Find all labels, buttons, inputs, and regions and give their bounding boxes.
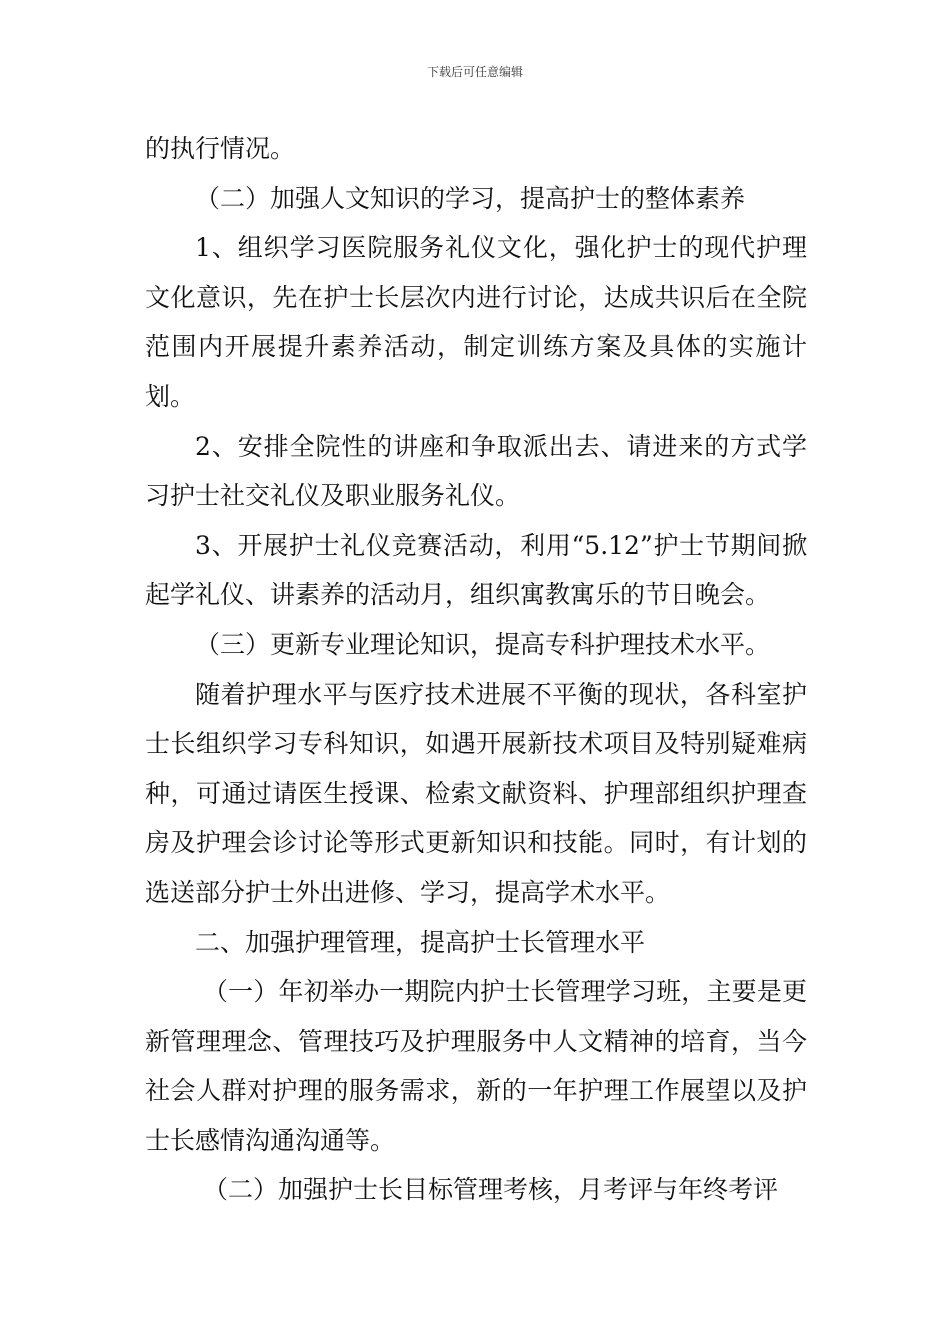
list-item-2: 2、安排全院性的讲座和争取派出去、请进来的方式学习护士社交礼仪及职业服务礼仪。 <box>145 431 807 511</box>
section-heading-3: （三）更新专业理论知识，提高专科护理技术水平。 <box>195 629 771 659</box>
list-item-1: 1、组织学习医院服务礼仪文化，强化护士的现代护理文化意识，先在护士长层次内进行讨论，达成共识后在全院范围内开展提升素养活动，制定训练方案及具体的实施计划。 <box>145 233 807 411</box>
list-item-3: 3、开展护士礼仪竞赛活动，利用“5.12”护士节期间掀起学礼仪、讲素养的活动月，组织寓教寓乐的节日晚会。 <box>145 530 807 610</box>
body-paragraph: 随着护理水平与医疗技术进展不平衡的现状，各科室护士长组织学习专科知识，如遇开展新技术项目及特别疑难病种，可通过请医生授课、检索文献资料、护理部组织护理查房及护理会诊讨论等形式更新知识和技能。同时，有计划的选送部分护士外出进修、学习，提高学术水平。 <box>145 679 807 907</box>
paragraph-continuation: 的执行情况。 <box>145 134 296 163</box>
subsection-2: （二）加强护士长目标管理考核，月考评与年终考评 <box>203 1175 779 1205</box>
section-heading-2: （二）加强人文知识的学习，提高护士的整体素养 <box>195 183 746 213</box>
document-body <box>145 124 807 1215</box>
page-header-note: 下载后可任意编辑 <box>426 65 523 79</box>
subsection-1: （一）年初举办一期院内护士长管理学习班，主要是更新管理理念、管理技巧及护理服务中人文精神的培育，当今社会人群对护理的服务需求，新的一年护理工作展望以及护士长感情沟通沟通等。 <box>145 977 807 1155</box>
chapter-heading-2: 二、加强护理管理，提高护士长管理水平 <box>195 927 646 957</box>
